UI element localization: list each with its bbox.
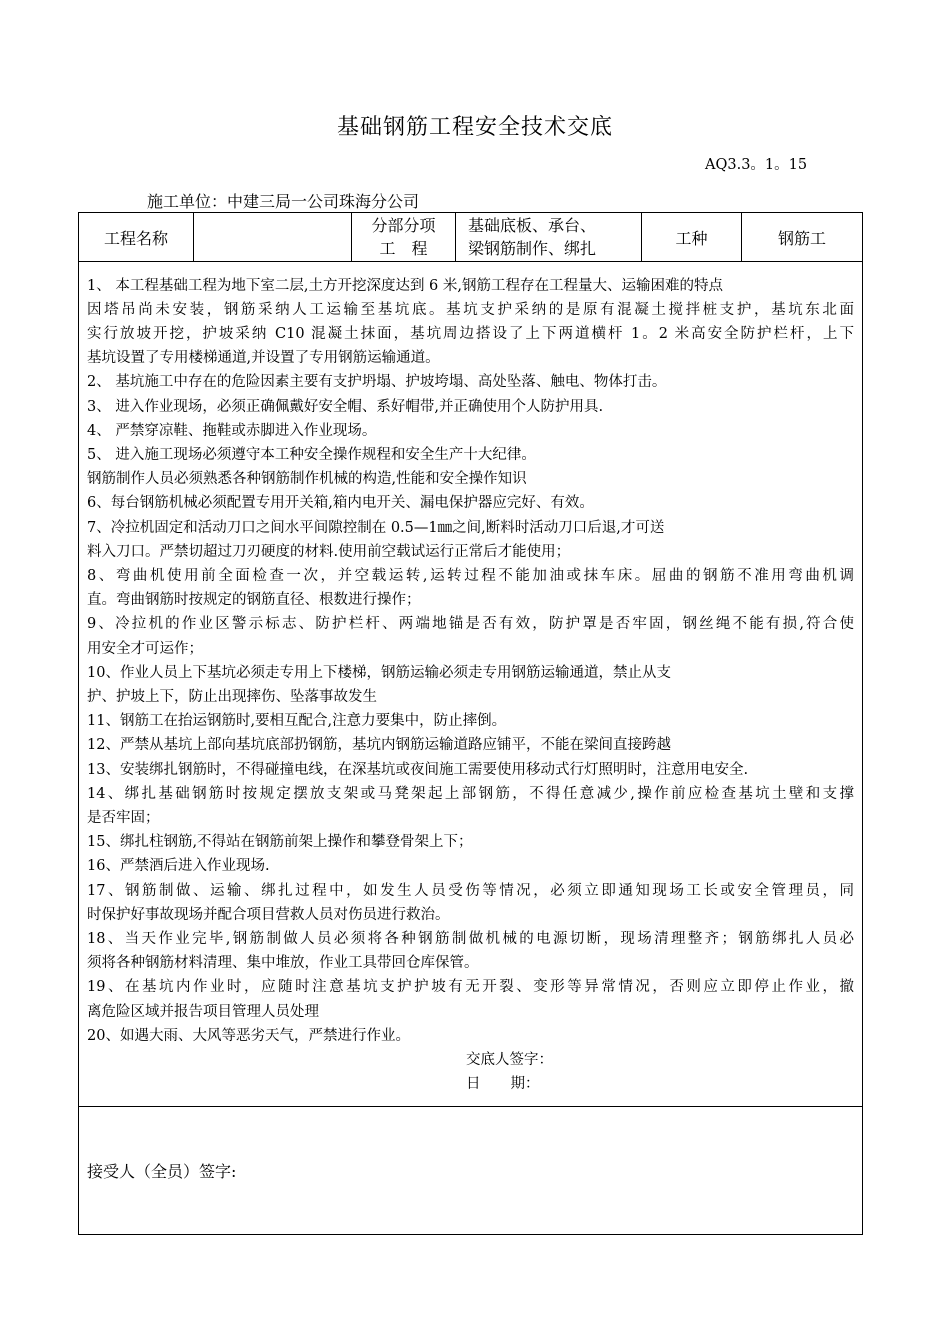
receiver-row — [79, 1107, 863, 1235]
content-line: 2、 基坑施工中存在的危险因素主要有支护坍塌、护坡垮塌、高处坠落、触电、物体打击。 — [87, 374, 667, 391]
content-line: 18、当天作业完毕,钢筋制做人员必须将各种钢筋制做机械的电源切断，现场清理整齐；钢筋绑扎人员必 — [87, 931, 854, 948]
content-line: 16、严禁酒后进入作业现场. — [87, 858, 270, 875]
content-line: 6、每台钢筋机械必须配置专用开关箱,箱内电开关、漏电保护器应完好、有效。 — [87, 495, 594, 512]
sub-project-label-line2: 工 程 — [379, 239, 428, 258]
sub-project-label-line1: 分部分项 — [371, 216, 436, 235]
content-line: 因塔吊尚未安装，钢筋采纳人工运输至基坑底。基坑支护采纳的是原有混凝土搅拌桩支护，基坑东北面 — [87, 301, 854, 318]
content-line: 14、绑扎基础钢筋时按规定摆放支架或马凳架起上部钢筋，不得任意减少,操作前应检查基坑土壁和支撑 — [87, 785, 854, 802]
content-line: 10、作业人员上下基坑必须走专用上下楼梯，钢筋运输必须走专用钢筋运输通道，禁止从支 — [87, 664, 671, 681]
content-line: 须将各种钢筋材料清理、集中堆放，作业工具带回仓库保管。 — [87, 955, 479, 972]
project-name-label: 工程名称 — [79, 213, 194, 262]
content-row — [79, 262, 863, 1107]
receiver-signature-label: 接受人（全员）签字: — [87, 1162, 237, 1181]
date-label-part1: 日 — [466, 1076, 481, 1093]
header-row — [79, 213, 863, 262]
content-line: 7、冷拉机固定和活动刀口之间水平间隙控制在 0.5—1㎜之间,断料时活动刀口后退,才可送 — [87, 519, 665, 536]
sub-project-value — [456, 213, 642, 262]
project-name-value — [194, 213, 352, 262]
content-line: 9、冷拉机的作业区警示标志、防护栏杆、两端地锚是否有效，防护罩是否牢固，钢丝绳不能有损,符合使 — [87, 616, 854, 633]
content-line: 4、 严禁穿凉鞋、拖鞋或赤脚进入作业现场。 — [87, 422, 377, 439]
content-line: 11、钢筋工在抬运钢筋时,要相互配合,注意力要集中，防止摔倒。 — [87, 713, 507, 730]
document-title: 基础钢筋工程安全技术交底 — [336, 115, 613, 140]
content-line: 3、 进入作业现场，必须正确佩戴好安全帽、系好帽带,并正确使用个人防护用具. — [87, 398, 604, 415]
content-line: 20、如遇大雨、大风等恶劣天气，严禁进行作业。 — [87, 1027, 410, 1044]
content-line: 5、 进入施工现场必须遵守本工种安全操作规程和安全生产十大纪律。 — [87, 446, 536, 463]
content-line: 实行放坡开挖，护坡采纳 C10 混凝土抹面，基坑周边搭设了上下两道横杆 1。2 米高安全防护栏杆，上下 — [87, 325, 854, 342]
sub-project-label — [352, 213, 456, 262]
content-line: 时保护好事故现场并配合项目营救人员对伤员进行救治。 — [87, 906, 450, 923]
content-line: 离危险区域并报告项目管理人员处理 — [87, 1003, 319, 1020]
receiver-signature-cell — [79, 1107, 863, 1235]
date-label-part2: 期： — [510, 1076, 540, 1093]
disclosure-date-label — [87, 1072, 854, 1096]
construction-unit: 施工单位：中建三局一公司珠海分公司 — [147, 192, 420, 211]
trade-value: 钢筋工 — [742, 213, 863, 262]
content-line: 直。弯曲钢筋时按规定的钢筋直径、根数进行操作； — [87, 592, 421, 609]
disclosure-content-cell — [79, 262, 863, 1107]
discloser-signature-label: 交底人签字： — [466, 1052, 553, 1069]
content-line: 12、严禁从基坑上部向基坑底部扔钢筋，基坑内钢筋运输道路应铺平，不能在梁间直接跨越 — [87, 737, 671, 754]
trade-label: 工种 — [642, 213, 742, 262]
content-line: 钢筋制作人员必须熟悉各种钢筋制作机械的构造,性能和安全操作知识 — [87, 471, 527, 488]
sub-project-value-line2: 梁钢筋制作、绑扎 — [468, 239, 597, 258]
disclosure-form-table — [78, 212, 863, 1235]
content-line: 基坑设置了专用楼梯通道,并设置了专用钢筋运输通道。 — [87, 350, 440, 367]
content-line: 料入刀口。严禁切超过刀刃硬度的材料.使用前空载试运行正常后才能使用； — [87, 543, 571, 560]
content-line: 19、在基坑内作业时，应随时注意基坑支护护坡有无开裂、变形等异常情况，否则应立即停止作业，撤 — [87, 979, 854, 996]
content-line: 15、绑扎柱钢筋,不得站在钢筋前架上操作和攀登骨架上下； — [87, 834, 473, 851]
content-line: 1、 本工程基础工程为地下室二层,土方开挖深度达到 6 米,钢筋工程存在工程量大、运输困难的特点 — [87, 277, 723, 294]
content-line: 17、钢筋制做、运输、绑扎过程中，如发生人员受伤等情况，必须立即通知现场工长或安全管理员，同 — [87, 882, 854, 899]
sub-project-value-line1: 基础底板、承台、 — [468, 216, 597, 235]
content-line: 是否牢固； — [87, 810, 160, 827]
content-line: 护、护坡上下，防止出现摔伤、坠落事故发生 — [87, 689, 377, 705]
content-line: 用安全才可运作； — [87, 640, 203, 657]
document-number: AQ3.3。1。15 — [705, 157, 808, 173]
content-line: 8、弯曲机使用前全面检查一次，并空载运转,运转过程不能加油或抹车床。屈曲的钢筋不准用弯曲机调 — [87, 567, 854, 584]
disclosure-content — [79, 272, 862, 1097]
content-line: 13、安装绑扎钢筋时，不得碰撞电线，在深基坑或夜间施工需要使用移动式行灯照明时，注意用电安全. — [87, 761, 749, 778]
